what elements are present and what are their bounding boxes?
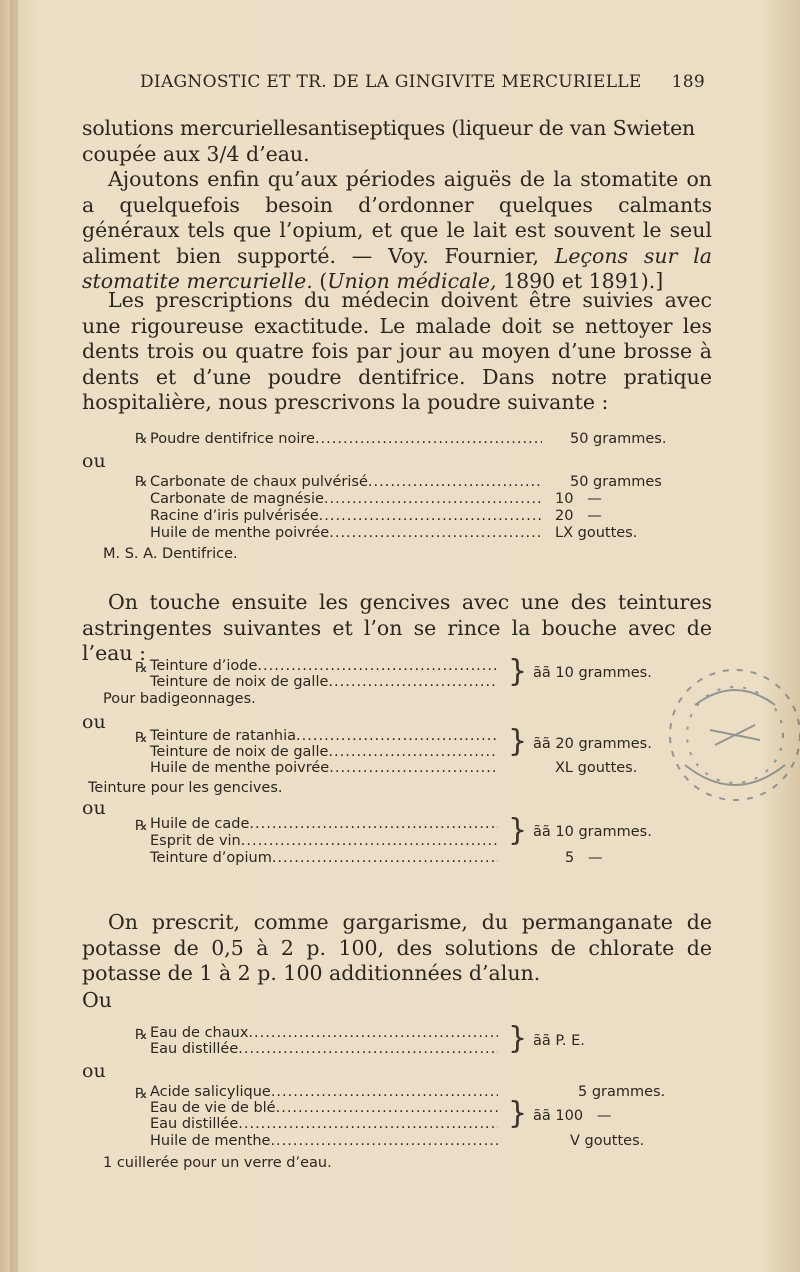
recipe2-qty: 50 grammes xyxy=(570,474,662,490)
rx-symbol: ℞ xyxy=(135,660,148,676)
para2-title-italic: Leçons sur la stomatite mercurielle. xyxy=(82,243,712,294)
para1-line2: coupée aux 3/4 d’eau. xyxy=(82,141,310,166)
para4-text: On touche ensuite les gencives avec une des teintures astringentes suivantes et l’on se rince la bouche avec de l’eau : xyxy=(82,590,712,666)
recipe6-qty: ãã P. E. xyxy=(533,1033,585,1049)
recipe1-item: Poudre dentifrice noire xyxy=(150,431,315,447)
recipe2-line xyxy=(150,474,542,491)
recipe4-item: Teinture de ratanhia xyxy=(150,728,297,744)
rx-symbol: ℞ xyxy=(135,431,148,447)
recipe4-line xyxy=(150,760,498,777)
recipe7-line xyxy=(150,1116,498,1133)
rx-symbol: ℞ xyxy=(135,730,148,746)
ou-separator: ou xyxy=(82,711,106,733)
recipe5-item: Esprit de vin xyxy=(150,833,241,849)
para1-line1: solutions mercuriellesantiseptiques (liqueur de van Swieten xyxy=(82,116,696,140)
recipe5-item: Teinture d’opium xyxy=(150,850,272,866)
recipe5-item: Huile de cade xyxy=(150,816,250,832)
recipe7-note: 1 cuillerée pour un verre d’eau. xyxy=(103,1155,332,1171)
rx-symbol: ℞ xyxy=(135,474,148,490)
recipe5-qty1: ãã 10 grammes. xyxy=(533,824,652,840)
recipe4-line xyxy=(150,728,498,745)
recipe2-item: Huile de menthe poivrée xyxy=(150,525,330,541)
recipe2-line xyxy=(150,525,542,542)
running-header xyxy=(140,72,705,92)
paragraph-prescriptions xyxy=(82,288,712,416)
page-number: 189 xyxy=(671,72,705,92)
rx-symbol: ℞ xyxy=(135,1086,148,1102)
recipe3-line xyxy=(150,658,498,675)
recipe5-line xyxy=(150,850,498,867)
recipe2-qty: 10 — xyxy=(555,491,602,507)
recipe7-qty: V gouttes. xyxy=(570,1133,645,1149)
recipe2-item: Racine d’iris pulvérisée xyxy=(150,508,319,524)
recipe1-line xyxy=(150,431,542,448)
recipe2-line xyxy=(150,491,542,508)
recipe4-item: Huile de menthe poivrée xyxy=(150,760,330,776)
recipe4-item: Teinture de noix de galle xyxy=(150,744,329,760)
recipe7-item: Acide salicylique xyxy=(150,1084,271,1100)
ou-separator-capital: Ou xyxy=(82,988,113,1012)
recipe3-item: Teinture d’iode xyxy=(150,658,258,674)
para2-paren: ( xyxy=(312,269,328,294)
ou-separator: ou xyxy=(82,450,106,472)
recipe4-note: Teinture pour les gencives. xyxy=(88,780,283,796)
recipe3-line xyxy=(150,674,498,691)
recipe4-line xyxy=(150,744,498,761)
para3-text: Les prescriptions du médecin doivent être suivies avec une rigoureuse exactitude. Le malade doit se nettoyer les dents trois ou quatre fois par jour au moyen d’une brosse à dents et d’une poudre dentifrice. Dans notre pratique hospitalière, nous prescrivons la poudre suivante : xyxy=(82,288,712,415)
library-stamp xyxy=(640,645,800,815)
recipe7-item: Eau de vie de blé xyxy=(150,1100,276,1116)
brace: } xyxy=(508,724,528,759)
recipe5-qty2: 5 — xyxy=(565,850,603,866)
running-title: DIAGNOSTIC ET TR. DE LA GINGIVITE MERCURIELLE xyxy=(140,72,642,92)
recipe6-item: Eau distillée xyxy=(150,1041,239,1057)
recipe7-line xyxy=(150,1133,498,1150)
recipe6-line xyxy=(150,1041,498,1058)
paragraph-continuation xyxy=(82,116,712,167)
recipe7-item: Eau distillée xyxy=(150,1116,239,1132)
para2-end: 1890 et 1891).] xyxy=(496,269,664,294)
recipe2-sign: M. S. A. Dentifrice. xyxy=(103,546,238,562)
recipe2-qty: LX gouttes. xyxy=(555,525,638,541)
recipe2-qty: 20 — xyxy=(555,508,602,524)
paragraph-tinctures xyxy=(82,590,712,667)
recipe2-item: Carbonate de chaux pulvérisé xyxy=(150,474,368,490)
recipe5-line xyxy=(150,833,498,850)
brace: } xyxy=(508,654,528,689)
rx-symbol: ℞ xyxy=(135,1027,148,1043)
paragraph-acute-periods xyxy=(82,167,712,295)
brace: } xyxy=(508,1021,528,1056)
recipe1-qty: 50 grammes. xyxy=(570,431,667,447)
recipe7-item: Huile de menthe xyxy=(150,1133,271,1149)
recipe3-item: Teinture de noix de galle xyxy=(150,674,329,690)
recipe5-line xyxy=(150,816,498,833)
recipe3-qty: ãã 10 grammes. xyxy=(533,665,652,681)
book-gutter xyxy=(10,0,18,1272)
recipe7-line xyxy=(150,1100,498,1117)
recipe6-item: Eau de chaux xyxy=(150,1025,249,1041)
paragraph-gargarisms xyxy=(82,910,712,987)
recipe7-qty: 5 grammes. xyxy=(578,1084,666,1100)
ou-separator: ou xyxy=(82,1060,106,1082)
recipe4-qty1: ãã 20 grammes. xyxy=(533,736,652,752)
recipe7-qty-mid: ãã 100 — xyxy=(533,1108,612,1124)
para5-text: On prescrit, comme gargarisme, du permanganate de potasse de 0,5 à 2 p. 100, des solutions de chlorate de potasse de 1 à 2 p. 100 additionnées d’alun. xyxy=(82,910,712,986)
recipe4-qty2: XL gouttes. xyxy=(555,760,638,776)
recipe3-note: Pour badigeonnages. xyxy=(103,691,256,707)
ou-separator: ou xyxy=(82,797,106,819)
recipe2-line xyxy=(150,508,542,525)
brace: } xyxy=(508,813,528,848)
recipe7-line xyxy=(150,1084,498,1101)
recipe2-item: Carbonate de magnésie xyxy=(150,491,324,507)
brace: } xyxy=(508,1096,528,1131)
rx-symbol: ℞ xyxy=(135,818,148,834)
recipe6-line xyxy=(150,1025,498,1042)
para2-journal-italic: Union médicale, xyxy=(327,269,497,294)
para2-text: Ajoutons enfin qu’aux périodes aiguës de la stomatite on a quelquefois besoin d’ordonner quelques calmants généraux tels que l’opium, et que le lait est souvent le seul aliment bien supporté. — Voy. Fournier, xyxy=(82,167,712,268)
